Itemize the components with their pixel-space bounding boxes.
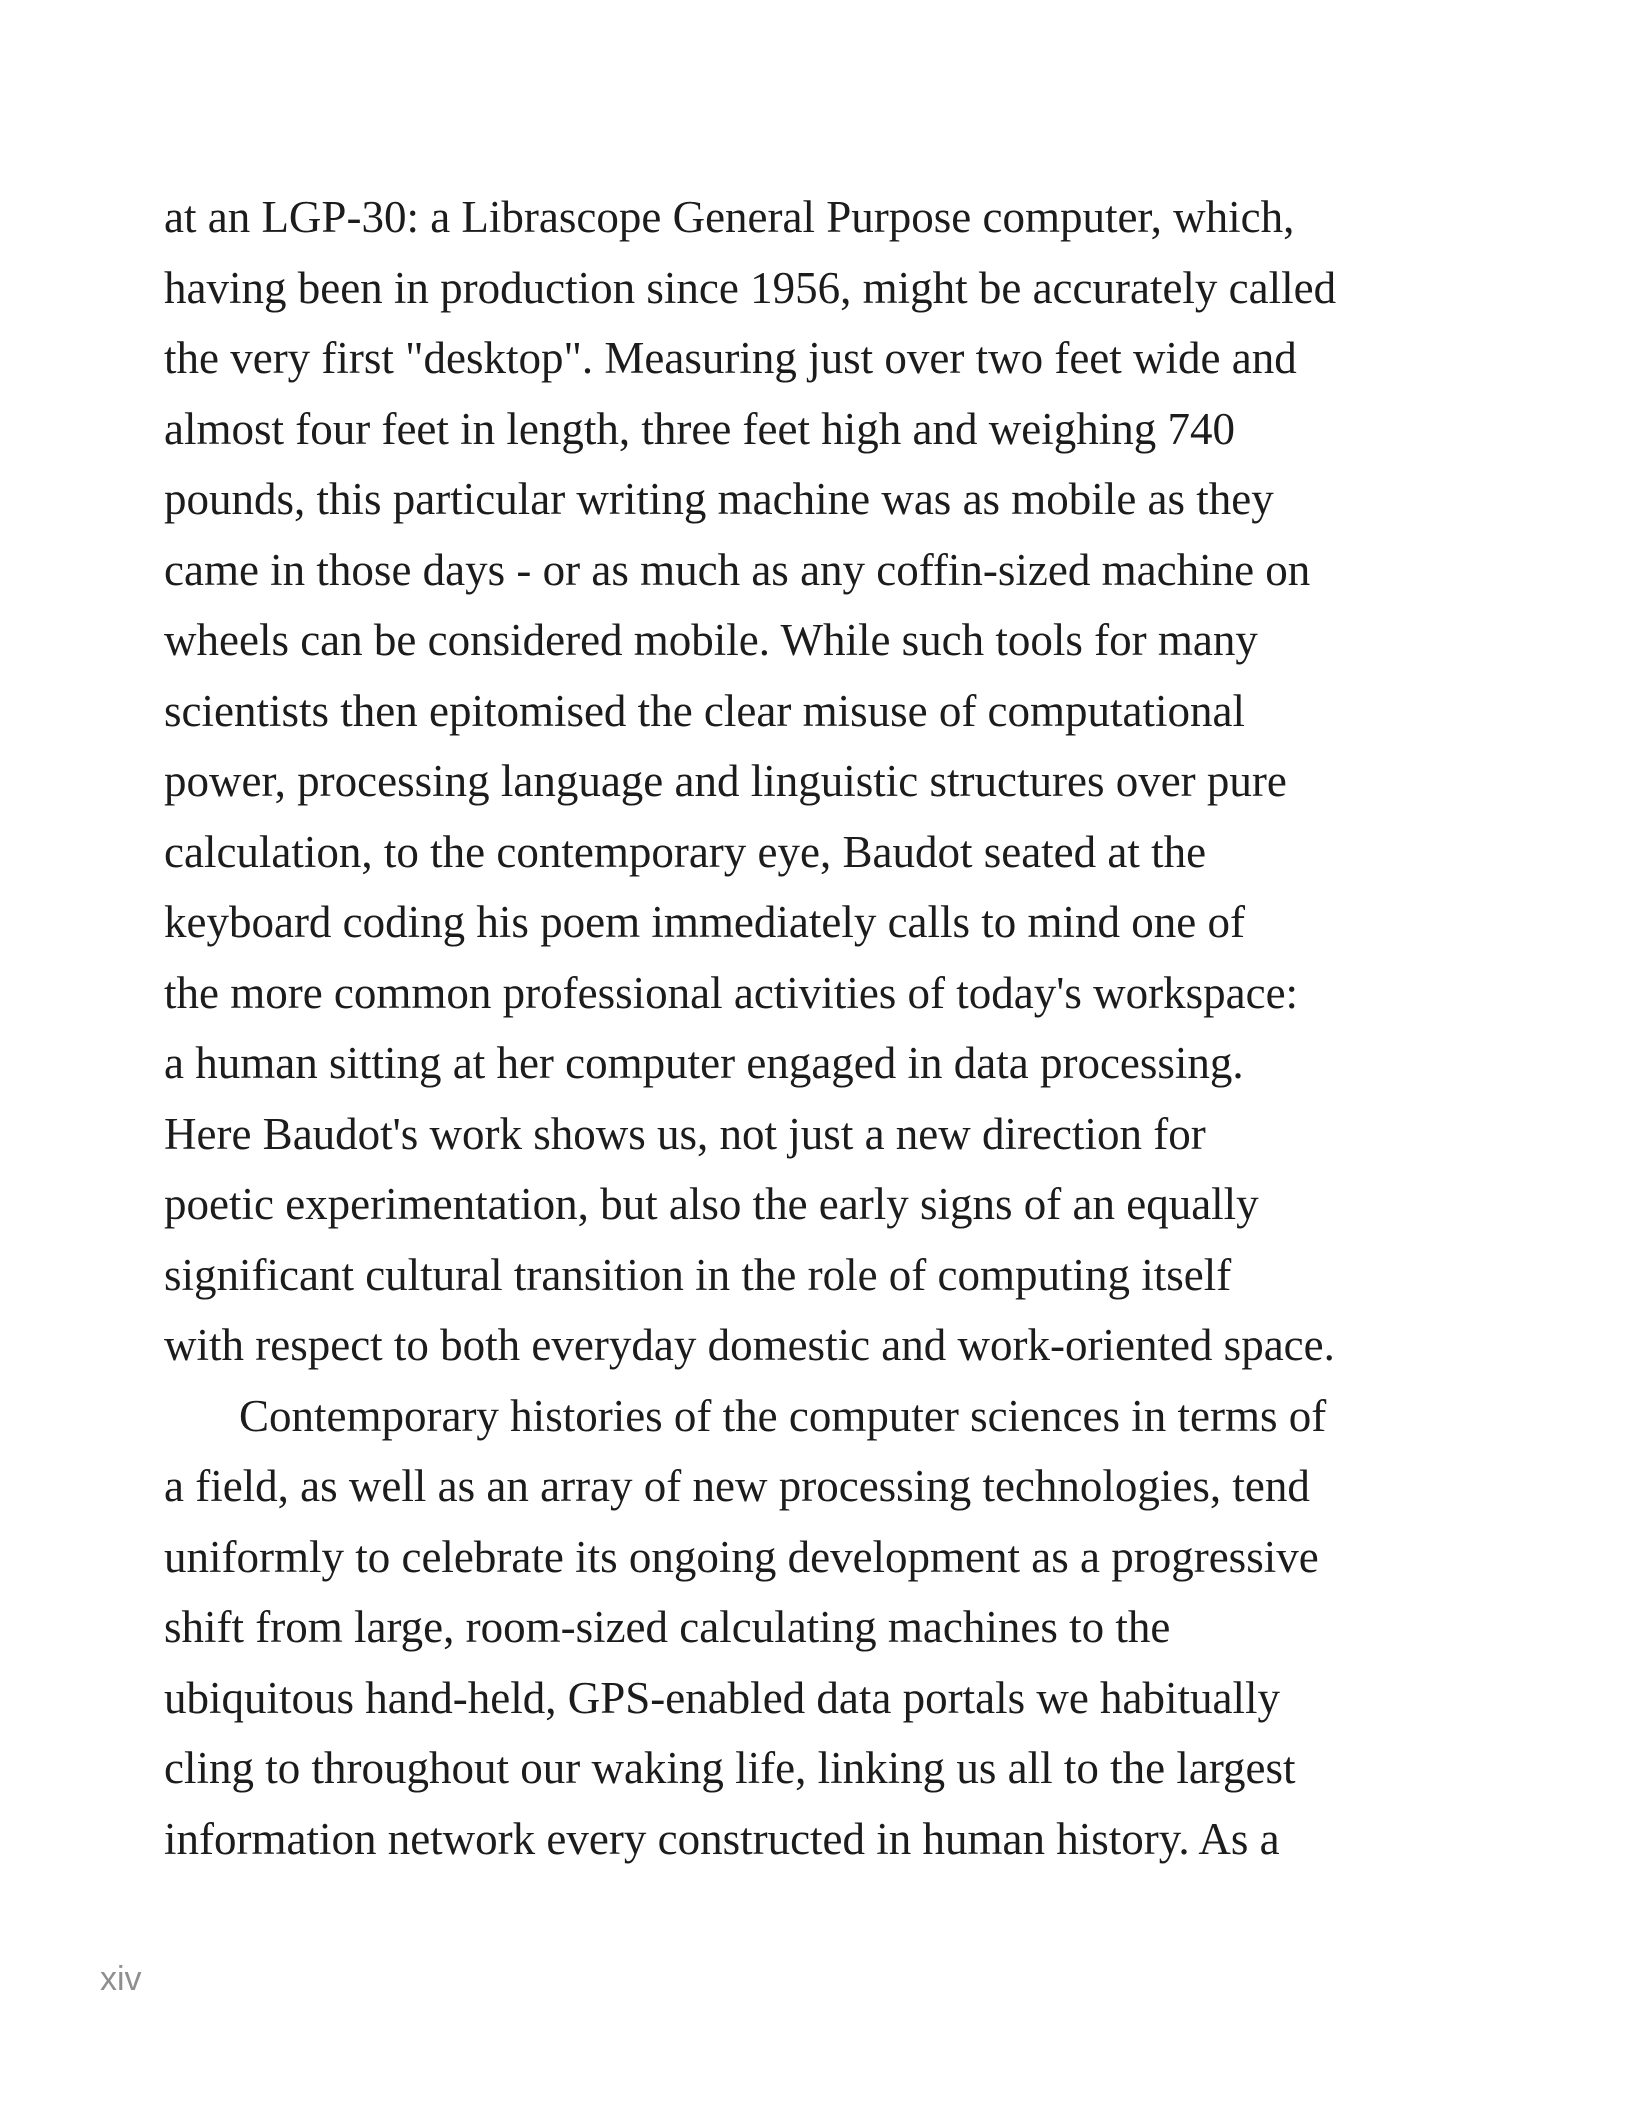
text-line: Here Baudot's work shows us, not just a new direction for xyxy=(164,1108,1206,1159)
text-line: the more common professional activities of today's workspace: xyxy=(164,967,1299,1018)
text-line: information network every constructed in human history. As a xyxy=(164,1813,1280,1864)
text-line: a human sitting at her computer engaged in data processing. xyxy=(164,1038,1244,1088)
text-line: uniformly to celebrate its ongoing development as a progressive xyxy=(164,1531,1319,1582)
text-line: the very first "desktop". Measuring just over two feet wide and xyxy=(164,333,1297,383)
text-line: at an LGP-30: a Librascope General Purpose computer, which, xyxy=(164,192,1295,242)
text-line: keyboard coding his poem immediately calls to mind one of xyxy=(164,897,1246,947)
text-line: poetic experimentation, but also the early signs of an equally xyxy=(164,1179,1259,1229)
text-line: came in those days - or as much as any coffin-sized machine on xyxy=(164,544,1311,595)
text-line: cling to throughout our waking life, linking us all to the largest xyxy=(164,1743,1296,1793)
text-line: power, processing language and linguistic structures over pure xyxy=(164,756,1287,806)
body-text xyxy=(164,182,1504,1874)
text-line-paragraph-start: Contemporary histories of the computer sciences in terms of xyxy=(239,1390,1327,1441)
text-line: a field, as well as an array of new processing technologies, tend xyxy=(164,1461,1310,1511)
text-line: almost four feet in length, three feet high and weighing 740 xyxy=(164,403,1235,454)
text-line: pounds, this particular writing machine was as mobile as they xyxy=(164,474,1274,524)
text-line: significant cultural transition in the role of computing itself xyxy=(164,1249,1232,1300)
text-line: scientists then epitomised the clear misuse of computational xyxy=(164,685,1245,736)
page-number: xiv xyxy=(100,1960,142,1998)
text-line: ubiquitous hand-held, GPS-enabled data portals we habitually xyxy=(164,1672,1281,1723)
text-line: wheels can be considered mobile. While such tools for many xyxy=(164,615,1258,665)
text-line: calculation, to the contemporary eye, Baudot seated at the xyxy=(164,826,1207,877)
text-line: having been in production since 1956, might be accurately called xyxy=(164,262,1337,313)
text-line: with respect to both everyday domestic and work-oriented space. xyxy=(164,1320,1335,1370)
text-line: shift from large, room-sized calculating machines to the xyxy=(164,1602,1171,1652)
